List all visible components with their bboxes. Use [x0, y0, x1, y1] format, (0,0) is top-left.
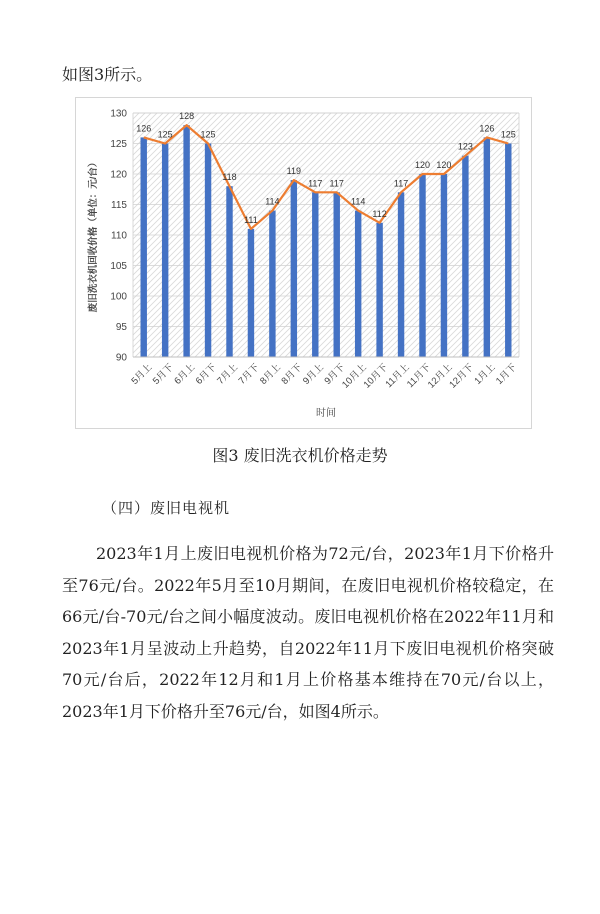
- bar: [505, 144, 511, 358]
- figure-caption: 图3 废旧洗衣机价格走势: [212, 446, 388, 465]
- x-tick-label: 5月上: [129, 361, 155, 387]
- x-tick-label: 11月下: [404, 361, 434, 391]
- bar: [355, 211, 361, 357]
- data-label: 112: [372, 208, 387, 219]
- data-label: 111: [244, 214, 258, 225]
- data-label: 117: [393, 178, 409, 189]
- chart-svg: [76, 98, 531, 428]
- y-tick-label: 105: [110, 261, 127, 272]
- bar: [312, 192, 318, 357]
- bar: [205, 144, 211, 358]
- data-label: 120: [436, 160, 452, 170]
- y-tick-label: 120: [110, 169, 127, 181]
- data-label: 125: [157, 129, 173, 140]
- y-tick-label: 130: [110, 108, 127, 120]
- y-tick-label: 110: [111, 230, 127, 242]
- section-title: （四）废旧电视机: [102, 499, 231, 517]
- bar: [226, 186, 232, 357]
- x-tick-label: 5月下: [150, 361, 176, 387]
- x-tick-label: 1月上: [472, 361, 498, 387]
- data-label: 119: [286, 166, 302, 177]
- bar: [141, 137, 147, 357]
- x-tick-label: 11月上: [383, 361, 412, 391]
- x-tick-label: 7月下: [236, 361, 262, 387]
- bar: [291, 180, 297, 357]
- data-label: 117: [308, 178, 323, 189]
- x-tick-label: 6月下: [193, 361, 219, 387]
- y-axis-title: 废旧洗衣机回收价格（单位：元/台）: [88, 157, 99, 313]
- x-tick-label: 9月下: [322, 361, 348, 387]
- bar: [484, 137, 490, 357]
- y-tick-label: 90: [115, 352, 127, 364]
- x-tick-label: 12月上: [425, 361, 455, 391]
- bar: [162, 144, 168, 358]
- body-paragraph: 2023年1月上废旧电视机价格为72元/台，2023年1月下价格升至76元/台。2022年5月至10月期间，在废旧电视机价格较稳定，在66元/台-70元/台之间小幅度波动。废旧电视机价格在2022年11月和2023年1月呈波动上升趋势，自2022年11月下废旧电视机价格突破70元/台后，2022年12月和1月上价格基本维持在70元/台以上，2023年1月下价格升至76元/台，如图4所示。: [62, 544, 554, 721]
- x-tick-label: 7月上: [215, 361, 241, 387]
- data-label: 126: [136, 123, 152, 134]
- y-tick-label: 115: [111, 200, 127, 211]
- price-chart: [75, 97, 532, 429]
- bar: [248, 229, 254, 357]
- bar: [419, 174, 425, 357]
- data-label: 125: [200, 129, 216, 140]
- data-label: 118: [222, 172, 237, 183]
- bar: [269, 211, 275, 357]
- data-label: 114: [350, 196, 366, 207]
- bar: [376, 223, 382, 357]
- bar: [183, 125, 189, 357]
- x-tick-label: 1月下: [493, 361, 519, 387]
- intro-text: 如图3所示。: [62, 65, 153, 84]
- data-label: 120: [414, 160, 431, 170]
- data-label: 125: [500, 129, 516, 140]
- data-label: 128: [179, 111, 195, 122]
- y-tick-label: 125: [110, 139, 127, 150]
- data-label: 126: [479, 123, 495, 134]
- bar: [398, 192, 404, 357]
- x-tick-label: 12月下: [447, 361, 477, 391]
- x-tick-label: 10月下: [361, 361, 391, 391]
- data-label: 123: [457, 141, 473, 152]
- y-tick-label: 95: [115, 322, 127, 333]
- x-tick-label: 9月上: [300, 361, 326, 387]
- x-tick-label: 10月上: [340, 361, 369, 391]
- bar: [334, 192, 340, 357]
- x-tick-label: 8月上: [258, 361, 284, 387]
- data-label: 117: [329, 178, 344, 189]
- bar: [441, 174, 447, 357]
- bar: [462, 156, 468, 357]
- y-tick-label: 100: [110, 291, 127, 303]
- x-tick-label: 6月上: [172, 361, 198, 387]
- x-tick-label: 8月下: [279, 361, 305, 387]
- x-axis-title: 时间: [316, 408, 336, 419]
- data-label: 114: [265, 196, 280, 207]
